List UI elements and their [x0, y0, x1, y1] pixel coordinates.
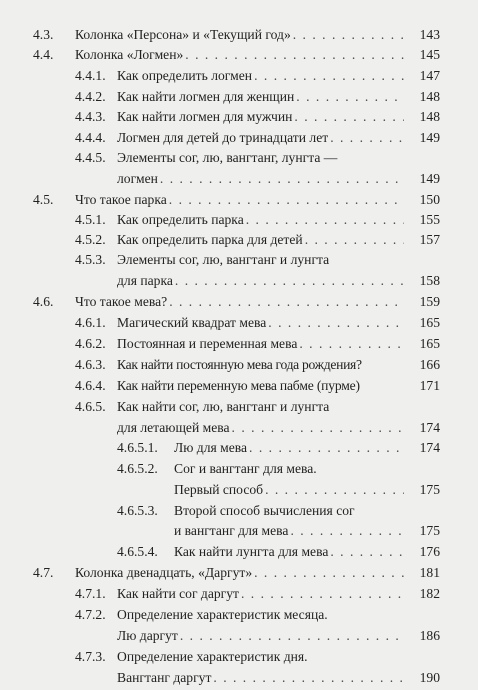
section-number: 4.6.5.1.	[117, 440, 158, 455]
toc-entry	[0, 541, 478, 563]
toc-entry-continuation	[0, 417, 478, 439]
toc-entry	[0, 44, 478, 66]
toc-entry	[0, 106, 478, 128]
section-number: 4.6.5.3.	[117, 503, 158, 518]
toc-entry	[0, 583, 478, 605]
section-title: Сог и вангтанг для мева.	[174, 461, 317, 476]
toc-entry-continuation	[0, 667, 478, 689]
page-number: 149	[419, 171, 440, 186]
toc-entry	[0, 458, 478, 480]
section-title: и вангтанг для мева . . .	[174, 520, 404, 542]
section-title: логмен . . .	[117, 168, 404, 190]
page-number: 148	[419, 109, 440, 124]
section-number: 4.6.	[33, 294, 54, 309]
toc-entry-continuation	[0, 479, 478, 501]
section-title: Как определить парка . . .	[117, 209, 404, 231]
section-number: 4.7.3.	[75, 649, 106, 664]
page-number: 159	[419, 294, 440, 309]
toc-entry	[0, 65, 478, 87]
toc-entry	[0, 375, 478, 397]
section-title: Колонка «Персона» и «Текущий год» . . .	[75, 24, 404, 46]
section-title: Колонка двенадцать, «Даргут» . . .	[75, 562, 404, 584]
section-number: 4.4.2.	[75, 89, 106, 104]
section-title: Определение характеристик дня.	[117, 649, 308, 664]
section-title: Определение характеристик месяца.	[117, 607, 328, 622]
section-number: 4.6.4.	[75, 378, 106, 393]
toc-entry	[0, 646, 478, 668]
page-number: 165	[419, 315, 440, 330]
section-title: Как найти сог даргут . . .	[117, 583, 404, 605]
page-number: 158	[419, 273, 440, 288]
section-number: 4.7.	[33, 565, 54, 580]
section-number: 4.6.5.4.	[117, 544, 158, 559]
section-title: Лю для мева . . .	[174, 437, 404, 459]
section-title: для парка . . .	[117, 270, 404, 292]
section-number: 4.3.	[33, 27, 54, 42]
section-number: 4.4.4.	[75, 130, 106, 145]
toc-entry	[0, 354, 478, 376]
section-number: 4.4.1.	[75, 68, 106, 83]
page-number: 182	[419, 586, 440, 601]
page-number: 165	[419, 336, 440, 351]
toc-entry-continuation	[0, 625, 478, 647]
page-number: 147	[419, 68, 440, 83]
page-number: 174	[419, 440, 440, 455]
toc-entry	[0, 500, 478, 522]
section-number: 4.7.1.	[75, 586, 106, 601]
toc-entry	[0, 396, 478, 418]
section-number: 4.4.3.	[75, 109, 106, 124]
toc-entry	[0, 24, 478, 46]
toc-entry	[0, 562, 478, 584]
page-number: 157	[419, 232, 440, 247]
section-title: Постоянная и переменная мева . . .	[117, 333, 404, 355]
section-number: 4.7.2.	[75, 607, 106, 622]
toc-entry-continuation	[0, 520, 478, 542]
section-title: для летающей мева . . .	[117, 417, 404, 439]
page-number: 148	[419, 89, 440, 104]
section-title: Второй способ вычисления сог	[174, 503, 355, 518]
page-number: 176	[419, 544, 440, 559]
section-title: Как определить парка для детей . . .	[117, 229, 404, 251]
toc-entry	[0, 333, 478, 355]
section-title: Как найти сог, лю, вангтанг и лунгта	[117, 399, 330, 414]
section-title: Что такое мева? . . .	[75, 291, 404, 313]
section-number: 4.5.	[33, 192, 54, 207]
page-number: 155	[419, 212, 440, 227]
toc-entry	[0, 312, 478, 334]
section-title: Колонка «Логмен» . . .	[75, 44, 404, 66]
section-number: 4.5.1.	[75, 212, 106, 227]
section-title: Вангтанг даргут . . .	[117, 667, 404, 689]
section-number: 4.4.	[33, 47, 54, 62]
toc-entry	[0, 127, 478, 149]
page-number: 190	[419, 670, 440, 685]
section-number: 4.6.2.	[75, 336, 106, 351]
toc-entry	[0, 189, 478, 211]
toc-entry	[0, 209, 478, 231]
toc-entry	[0, 604, 478, 626]
page-number: 150	[419, 192, 440, 207]
toc-entry	[0, 86, 478, 108]
section-number: 4.6.5.	[75, 399, 106, 414]
section-number: 4.6.3.	[75, 357, 106, 372]
section-title: Как найти переменную мева пабме (пурме)	[117, 378, 360, 393]
section-title: Элементы сог, лю, вангтанг и лунгта	[117, 252, 330, 267]
toc-entry	[0, 229, 478, 251]
section-number: 4.6.1.	[75, 315, 106, 330]
page-number: 171	[419, 378, 440, 393]
page-number: 175	[419, 482, 440, 497]
toc-entry-continuation	[0, 168, 478, 190]
section-title: Как найти логмен для женщин . . .	[117, 86, 404, 108]
section-title: Первый способ . . .	[174, 479, 404, 501]
section-title: Как найти лунгта для мева . . .	[174, 541, 404, 563]
page-number: 143	[419, 27, 440, 42]
section-title: Логмен для детей до тринадцати лет . . .	[117, 127, 404, 149]
toc-entry	[0, 249, 478, 271]
page-number: 181	[419, 565, 440, 580]
page-number: 145	[419, 47, 440, 62]
toc-entry	[0, 147, 478, 169]
section-title: Как найти постоянную мева года рождения?	[117, 357, 362, 372]
section-number: 4.4.5.	[75, 150, 106, 165]
section-title: Магический квадрат мева . . .	[117, 312, 404, 334]
page-number: 149	[419, 130, 440, 145]
toc-entry-continuation	[0, 270, 478, 292]
section-number: 4.5.2.	[75, 232, 106, 247]
section-number: 4.6.5.2.	[117, 461, 158, 476]
page-number: 174	[419, 420, 440, 435]
page-number: 175	[419, 523, 440, 538]
section-title: Что такое парка . . .	[75, 189, 404, 211]
section-title: Как найти логмен для мужчин . . .	[117, 106, 404, 128]
section-title: Элементы сог, лю, вангтанг, лунгта —	[117, 150, 338, 165]
page-number: 186	[419, 628, 440, 643]
toc-entry	[0, 291, 478, 313]
page-number: 166	[419, 357, 440, 372]
section-title: Как определить логмен . . .	[117, 65, 404, 87]
section-title: Лю даргут . . .	[117, 625, 404, 647]
section-number: 4.5.3.	[75, 252, 106, 267]
toc-entry	[0, 437, 478, 459]
